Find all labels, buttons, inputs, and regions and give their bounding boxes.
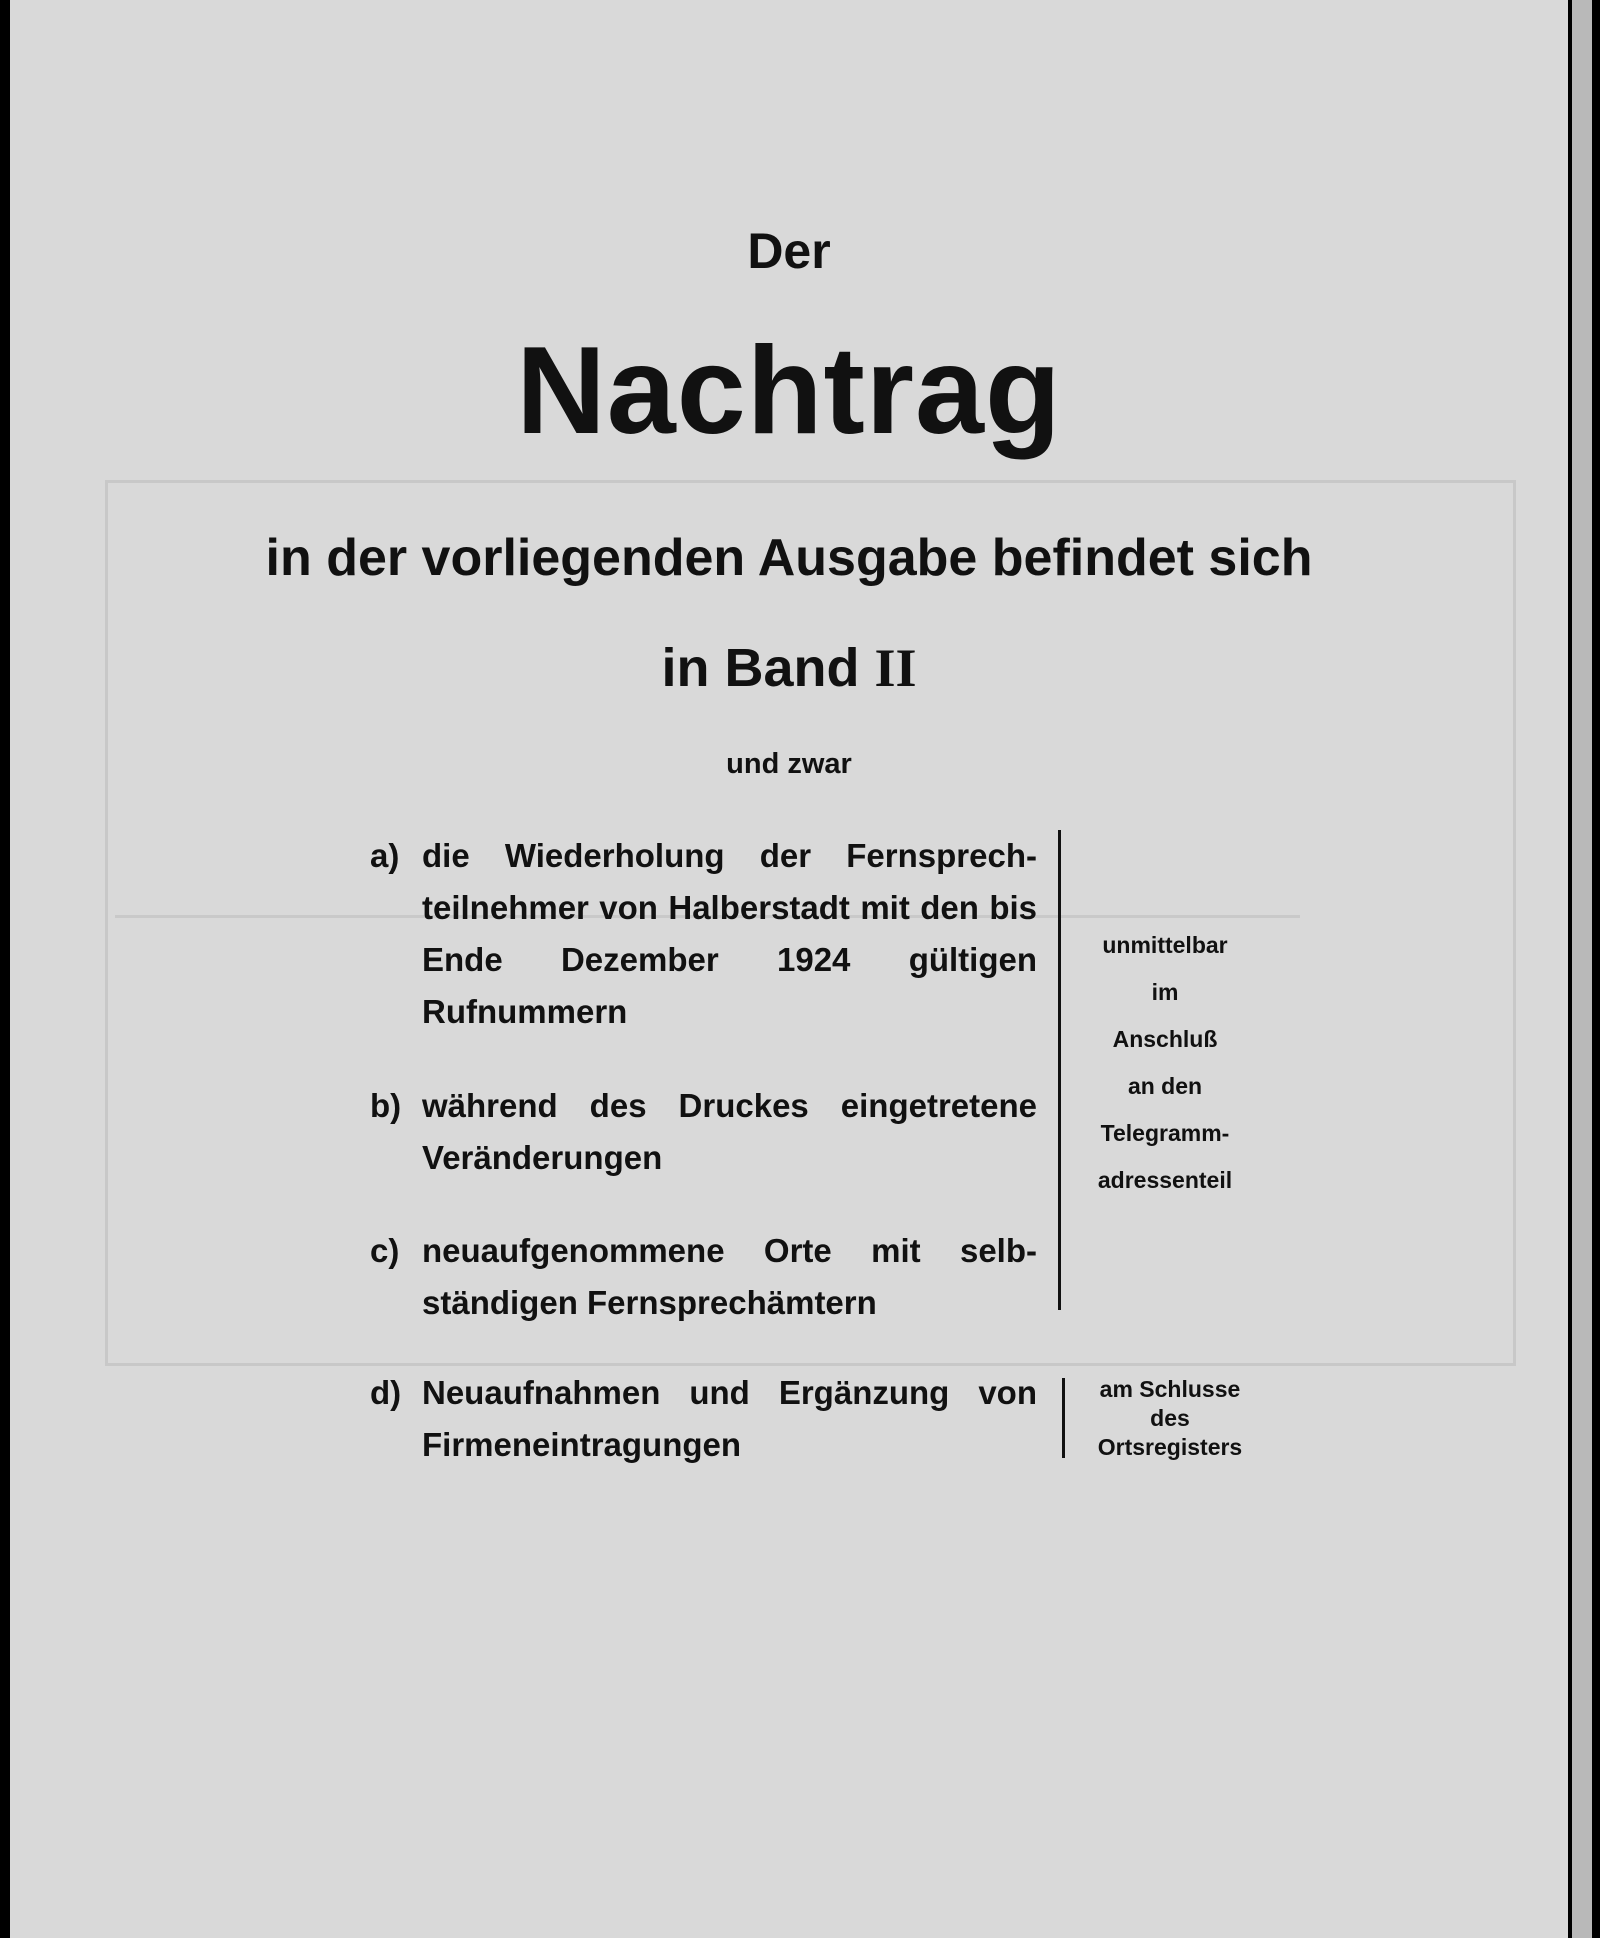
item-text: neuaufgenommene Orte mit selb-ständigen Fernsprechämtern: [422, 1232, 1037, 1321]
subtitle: in der vorliegenden Ausgabe befindet sich: [265, 529, 1313, 587]
side-note-line: des: [1150, 1405, 1190, 1431]
und-zwar: und zwar: [726, 748, 852, 780]
side-note-line: Ortsregisters: [1097, 1434, 1243, 1460]
scanned-page: [10, 0, 1568, 1938]
item-text: während des Druckes eingetretene Veränderungen: [422, 1087, 1037, 1176]
side-note-line: Anschluß: [1112, 1026, 1218, 1052]
list-item-b: [370, 1080, 1040, 1190]
list-item-c: [370, 1225, 1040, 1335]
side-note-anschluss: [1075, 922, 1255, 1204]
brace-item-d: [1052, 1378, 1065, 1458]
list-item-a: [370, 830, 1040, 1040]
band-prefix: in Band: [661, 638, 860, 698]
list-item-d: [370, 1367, 1040, 1477]
item-label: c): [370, 1232, 400, 1269]
side-note-line: im: [1151, 979, 1179, 1005]
item-label: b): [370, 1087, 402, 1124]
heading-der: Der: [747, 223, 831, 279]
adjacent-page-edge: [1572, 0, 1592, 1938]
brace-items-abc: [1048, 830, 1061, 1310]
band-line: [10, 637, 1568, 699]
side-note-line: an den: [1127, 1073, 1203, 1099]
side-note-line: adressenteil: [1097, 1167, 1233, 1193]
side-note-schlusse: [1070, 1375, 1270, 1462]
item-label: d): [370, 1374, 402, 1411]
side-note-line: am Schlusse: [1099, 1376, 1241, 1402]
item-text: Neuaufnahmen und Ergänzung von Firmeneintragungen: [422, 1374, 1037, 1463]
side-note-line: Telegramm-: [1100, 1120, 1230, 1146]
band-roman: II: [874, 638, 917, 698]
heading-nachtrag: Nachtrag: [516, 322, 1062, 460]
item-text: die Wiederholung der Fernsprech-teilnehmer von Halberstadt mit den bis Ende Dezember 1924 gültigen Rufnummern: [422, 837, 1037, 1030]
item-label: a): [370, 837, 400, 874]
side-note-line: unmittelbar: [1102, 932, 1228, 958]
